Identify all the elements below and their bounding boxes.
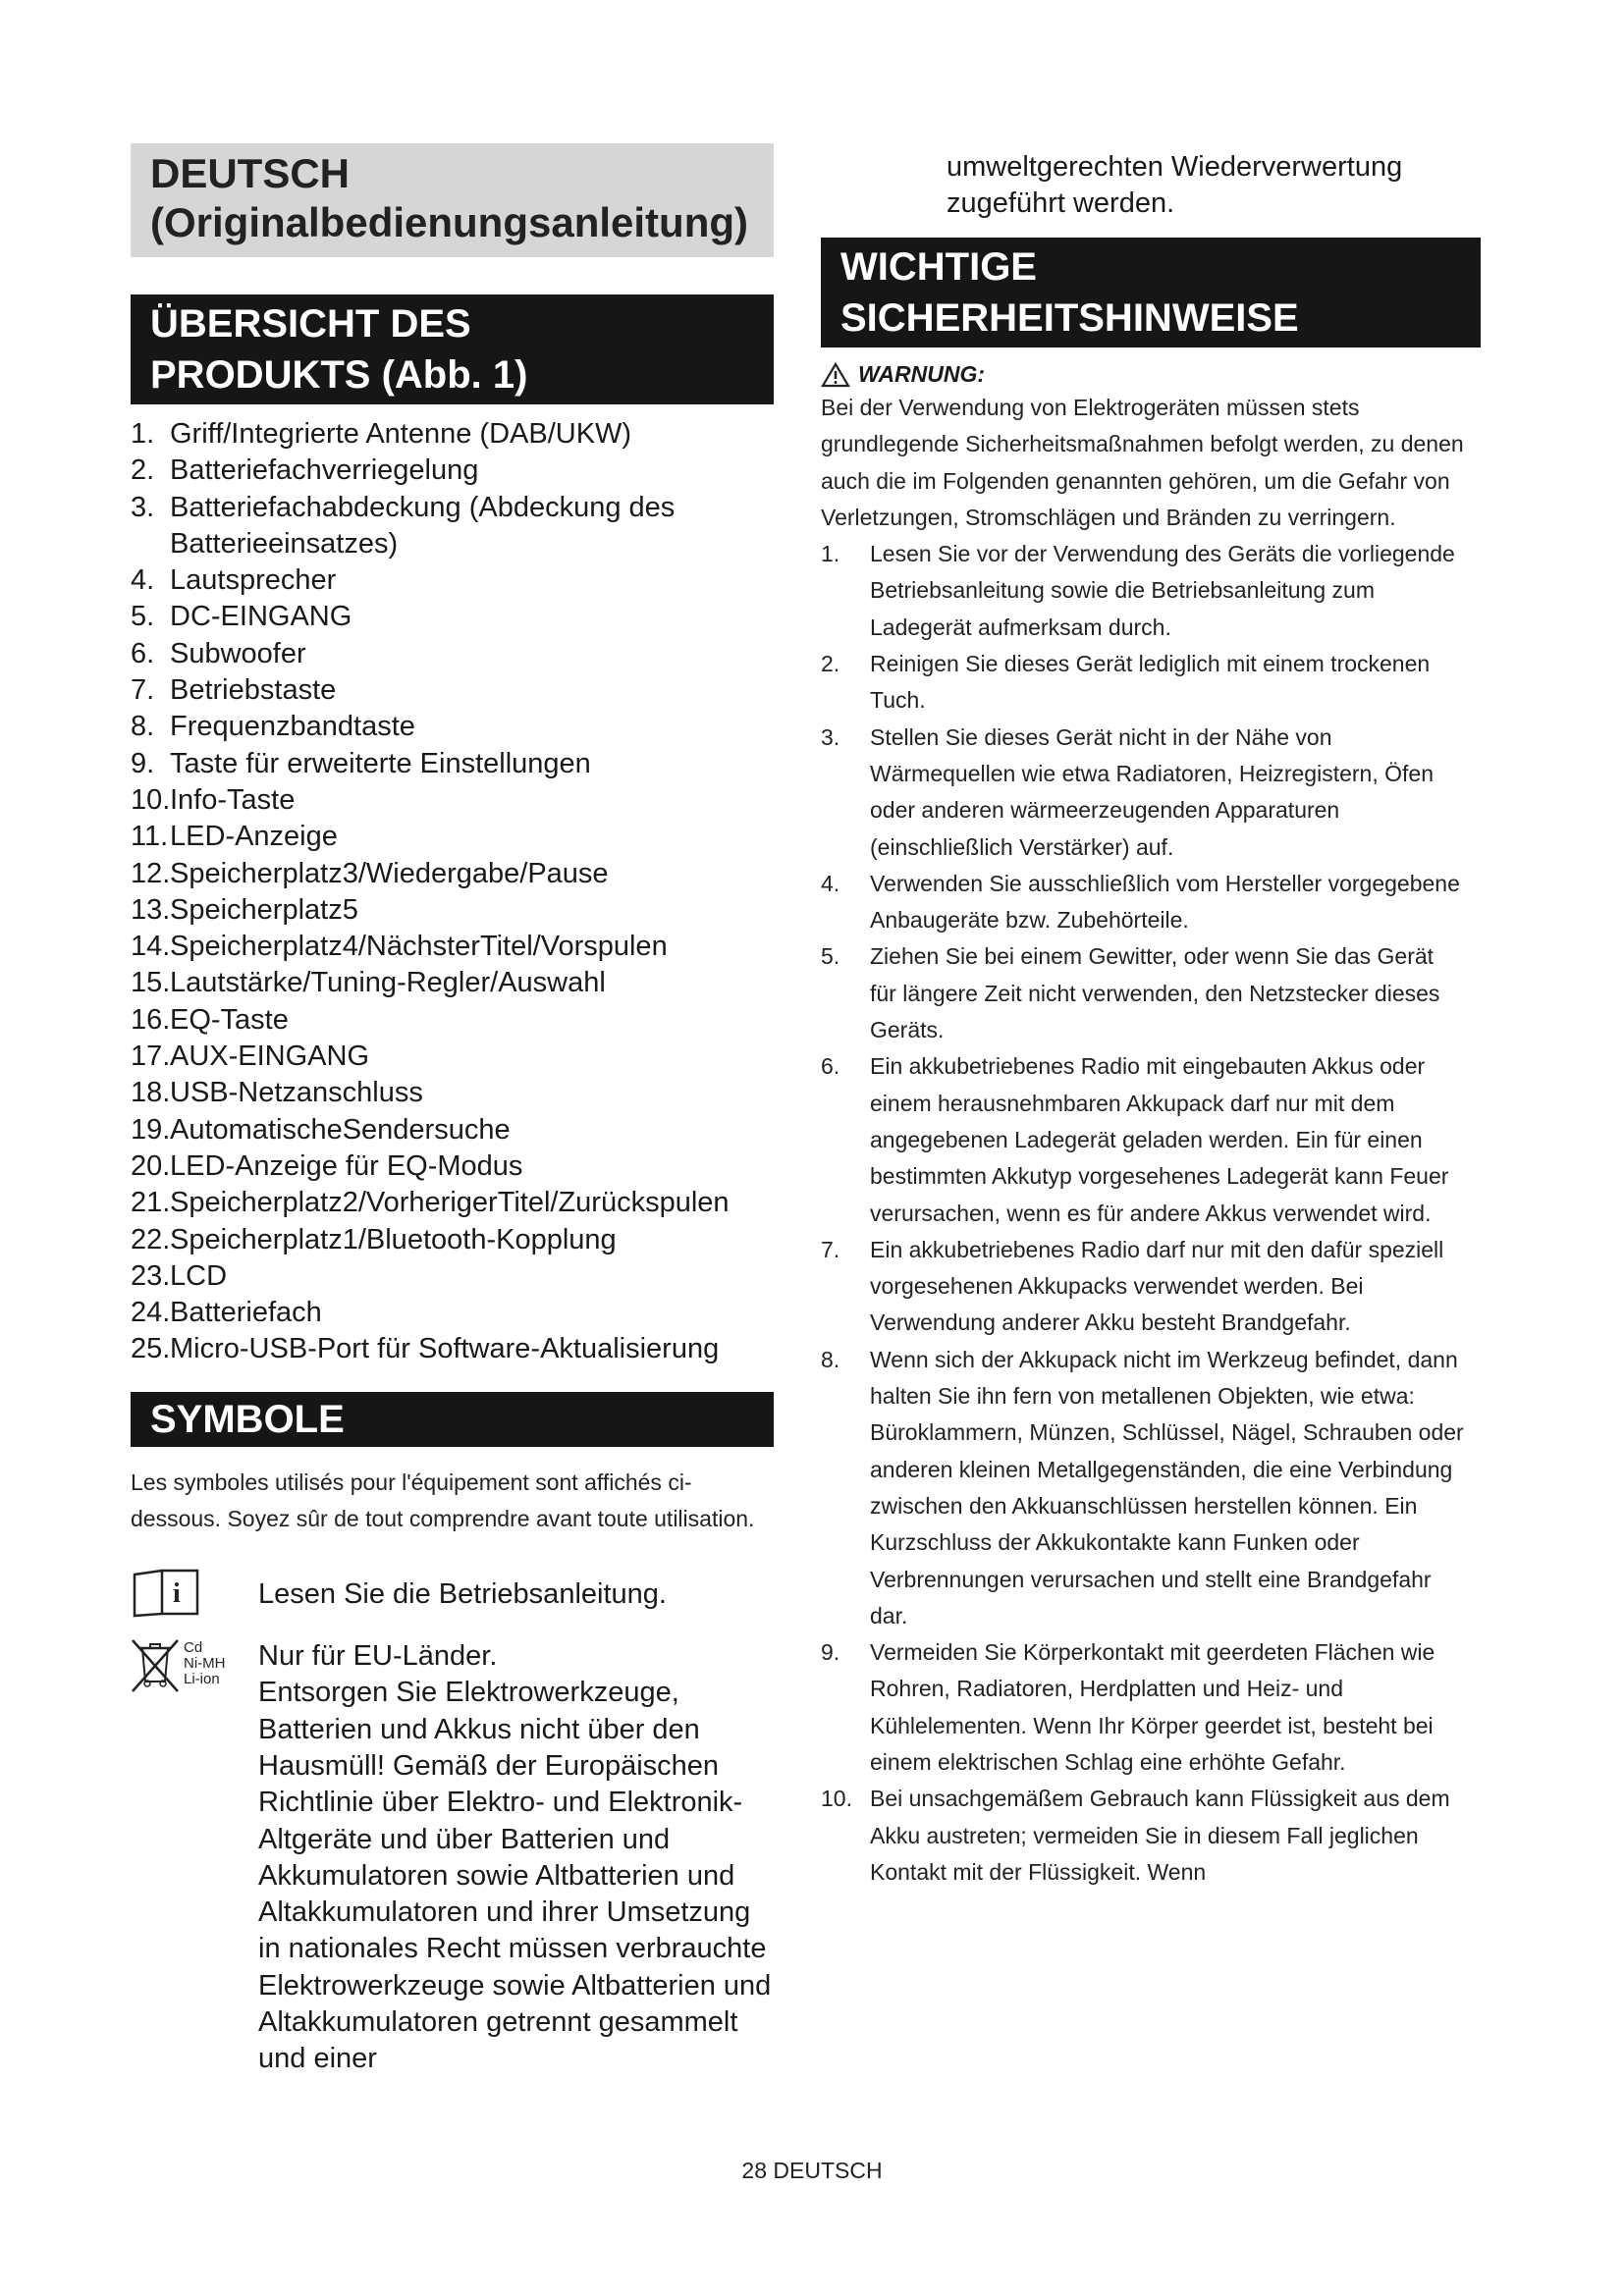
overview-heading-line1: ÜBERSICHT DES (150, 302, 471, 346)
item-number: 5. (821, 943, 840, 970)
item-number: 1. (131, 418, 155, 450)
item-number: 6. (821, 1053, 840, 1080)
list-item (131, 416, 774, 453)
item-text: Griff/Integrierte Antenne (DAB/UKW) (170, 418, 632, 450)
list-item (821, 1232, 1464, 1342)
item-text: Speicherplatz5 (170, 893, 358, 926)
list-item (821, 646, 1464, 720)
list-item (131, 453, 774, 489)
item-number: 9. (821, 1639, 840, 1666)
item-text: Reinigen Sie dieses Gerät lediglich mit einem trockenen Tuch. (870, 651, 1431, 714)
item-text: Bei unsachgemäßem Gebrauch kann Flüssigkeit aus dem Akku austreten; vermeiden Sie in diesem Fall jeglichen Kontakt mit der Flüssigkeit. Wenn (870, 1786, 1450, 1885)
list-item (131, 1148, 774, 1185)
item-text: Betriebstaste (170, 674, 337, 707)
item-text: LED-Anzeige (170, 821, 338, 853)
list-item (821, 1634, 1464, 1781)
continuation-paragraph: umweltgerechten Wiederverwertung zugeführt werden. (947, 151, 1403, 219)
list-item (131, 672, 774, 709)
read-manual-icon-label: i (173, 1577, 181, 1609)
item-number: 2. (131, 454, 155, 487)
item-number: 22. (131, 1223, 171, 1255)
item-number: 3. (821, 723, 840, 750)
safety-intro: Bei der Verwendung von Elektrogeräten müssen stets grundlegende Sicherheitsmaßnahmen befolgt werden, zu denen auch die im Folgenden genannten gehören, um die Gefahr von Verletzungen, Stromschlägen und Bränden zu verringern. (821, 395, 1464, 530)
list-item (821, 1781, 1464, 1891)
list-item (131, 1222, 774, 1258)
item-text: Verwenden Sie ausschließlich vom Hersteller vorgegebene Anbaugeräte bzw. Zubehörteile. (870, 870, 1460, 934)
read-manual-text: Lesen Sie die Betriebsanleitung. (258, 1577, 667, 1610)
list-item (821, 1048, 1464, 1231)
item-number: 4. (821, 870, 840, 896)
parts-list (131, 416, 774, 1368)
weee-text-block (258, 1638, 774, 2078)
list-item (821, 866, 1464, 939)
item-number: 7. (821, 1236, 840, 1262)
list-item (131, 599, 774, 635)
list-item (131, 1295, 774, 1331)
safety-heading-line1: WICHTIGE (840, 245, 1037, 289)
list-item (131, 709, 774, 745)
item-number: 25. (131, 1333, 171, 1365)
item-text: Taste für erweiterte Einstellungen (170, 747, 591, 779)
safety-list (821, 536, 1464, 1891)
overview-heading-line2: PRODUKTS (Abb. 1) (150, 353, 528, 397)
weee-eu-only: Nur für EU-Länder. (258, 1640, 498, 1673)
list-item (131, 1331, 774, 1367)
item-number: 11. (131, 821, 169, 853)
weee-disposal-text: Entsorgen Sie Elektrowerkzeuge, Batterien und Akkus nicht über den Hausmüll! Gemäß der Europäischen Richtlinie über Elektro- und Elektronik-Altgeräte und über Batterien und Akkumulatoren sowie Altbatterien und Altakkumulatoren und ihrer Umsetzung in nationales Recht müssen verbrauchte Elektrowerkzeuge sowie Altbatterien und Altakkumulatoren getrennt gesammelt und einer (258, 1677, 772, 2075)
list-item (821, 720, 1464, 866)
item-text: Vermeiden Sie Körperkontakt mit geerdeten Flächen wie Rohren, Radiatoren, Herdplatten und Heiz- und Kühlelementen. Wenn Ihr Körper geerdet ist, besteht bei einem elektrischen Schlag eine erhöhte Gefahr. (870, 1639, 1435, 1775)
item-number: 6. (131, 637, 155, 669)
item-text: Batteriefachabdeckung (Abdeckung des Batterieeinsatzes) (170, 491, 676, 560)
list-item (131, 1112, 774, 1148)
item-text: Ein akkubetriebenes Radio darf nur mit den dafür speziell vorgesehenen Akkupacks verwendet werden. Bei Verwendung anderer Akku besteht Brandgefahr. (870, 1236, 1444, 1336)
list-item (131, 856, 774, 892)
item-number: 10. (131, 783, 171, 816)
item-text: Speicherplatz2/VorherigerTitel/Zurückspulen (170, 1187, 730, 1219)
item-text: Frequenzbandtaste (170, 711, 415, 743)
item-number: 18. (131, 1077, 171, 1109)
item-text: Lautstärke/Tuning-Regler/Auswahl (170, 967, 606, 999)
item-text: LCD (170, 1259, 228, 1292)
item-text: Speicherplatz1/Bluetooth-Kopplung (170, 1223, 617, 1255)
list-item (131, 782, 774, 819)
weee-label-cd: Cd (184, 1639, 203, 1657)
overview-heading (131, 294, 774, 404)
item-text: Stellen Sie dieses Gerät nicht in der Nähe von Wärmequellen wie etwa Radiatoren, Heizregistern, Öfen oder anderen wärmeerzeugenden Apparaturen (einschließlich Verstärker) auf. (870, 723, 1434, 860)
list-item (131, 1258, 774, 1295)
item-text: Lautsprecher (170, 564, 337, 597)
language-title: DEUTSCH (150, 150, 351, 196)
weee-label-nimh: Ni-MH (184, 1655, 226, 1673)
item-number: 14. (131, 931, 171, 963)
read-manual-icon (131, 1569, 201, 1618)
item-number: 8. (131, 711, 155, 743)
crossed-bin-icon (131, 1638, 239, 1707)
right-column (821, 143, 1464, 1891)
list-item (821, 938, 1464, 1048)
item-text: AUX-EINGANG (170, 1041, 370, 1073)
list-item (821, 1342, 1464, 1634)
item-number: 2. (821, 651, 840, 677)
item-number: 13. (131, 893, 171, 926)
item-text: Subwoofer (170, 637, 306, 669)
item-text: Ein akkubetriebenes Radio mit eingebauten Akkus oder einem herausnehmbaren Akkupack darf nur mit dem angegebenen Ladegerät geladen werden. Ein für einen bestimmten Akkutyp vorgesehenes Ladegerät kann Feuer verursachen, wenn es für andere Akkus verwendet wird. (870, 1053, 1449, 1226)
warning-triangle-icon (821, 362, 850, 388)
item-number: 8. (821, 1346, 840, 1372)
item-number: 15. (131, 967, 171, 999)
list-item (131, 819, 774, 855)
symbol-weee (131, 1638, 774, 2078)
item-number: 23. (131, 1259, 171, 1292)
item-number: 3. (131, 491, 155, 523)
list-item (821, 536, 1464, 646)
list-item (131, 929, 774, 965)
item-text: Batteriefachverriegelung (170, 454, 479, 487)
item-number: 16. (131, 1003, 171, 1036)
item-text: USB-Netzanschluss (170, 1077, 423, 1109)
item-text: AutomatischeSendersuche (170, 1113, 511, 1146)
item-number: 1. (821, 541, 840, 567)
item-number: 7. (131, 674, 155, 707)
item-text: Lesen Sie vor der Verwendung des Geräts die vorliegende Betriebsanleitung sowie die Betriebsanleitung zum Ladegerät aufmerksam durch. (870, 541, 1455, 640)
list-item (131, 636, 774, 672)
item-text: DC-EINGANG (170, 601, 352, 633)
language-subtitle: (Originalbedienungsanleitung) (150, 199, 748, 245)
item-text: Ziehen Sie bei einem Gewitter, oder wenn Sie das Gerät für längere Zeit nicht verwenden, den Netzstecker dieses Geräts. (870, 943, 1440, 1043)
weee-label-liion: Li-ion (184, 1671, 220, 1688)
item-text: EQ-Taste (170, 1003, 289, 1036)
list-item (131, 490, 774, 563)
list-item (131, 1002, 774, 1039)
item-number: 17. (131, 1041, 171, 1073)
item-number: 24. (131, 1297, 171, 1329)
item-text: Info-Taste (170, 783, 296, 816)
symbols-intro: Les symboles utilisés pour l'équipement sont affichés ci-dessous. Soyez sûr de tout comprendre avant toute utilisation. (131, 1468, 755, 1531)
symbol-read-manual (131, 1569, 774, 1613)
item-number: 19. (131, 1113, 171, 1146)
item-number: 9. (131, 747, 155, 779)
list-item (131, 1039, 774, 1075)
list-item (131, 965, 774, 1001)
item-text: Wenn sich der Akkupack nicht im Werkzeug befindet, dann halten Sie ihn fern von metallenen Objekten, wie etwa: Büroklammern, Münzen, Schlüssel, Nägel, Schrauben oder anderen kleinen Metallgegenständen, die eine Verbindung zwischen den Akkuanschlüssen herstellen können. Ein Kurzschluss der Akkukontakte kann Funken oder Verbrennungen verursachen und stellt eine Brandgefahr dar. (870, 1346, 1464, 1629)
safety-heading (821, 238, 1481, 347)
list-item (131, 1185, 774, 1221)
item-number: 21. (131, 1187, 171, 1219)
item-text: LED-Anzeige für EQ-Modus (170, 1149, 523, 1182)
language-title-box (131, 143, 774, 257)
list-item (131, 1075, 774, 1111)
continuation-text (947, 149, 1464, 222)
warning-line (821, 361, 1464, 388)
left-column (131, 143, 774, 2078)
symbols-heading: SYMBOLE (131, 1392, 774, 1447)
item-text: Batteriefach (170, 1297, 322, 1329)
page-footer: 28 DEUTSCH (741, 2158, 883, 2183)
item-number: 4. (131, 564, 155, 597)
item-number: 12. (131, 857, 171, 889)
item-text: Micro-USB-Port für Software-Aktualisierung (170, 1333, 720, 1365)
item-text: Speicherplatz3/Wiedergabe/Pause (170, 857, 609, 889)
item-number: 10. (821, 1786, 852, 1812)
item-number: 20. (131, 1149, 171, 1182)
list-item (131, 892, 774, 929)
safety-heading-line2: SICHERHEITSHINWEISE (840, 296, 1299, 340)
warning-label: WARNUNG: (858, 361, 986, 387)
list-item (131, 746, 774, 782)
item-text: Speicherplatz4/NächsterTitel/Vorspulen (170, 931, 668, 963)
list-item (131, 562, 774, 599)
item-number: 5. (131, 601, 155, 633)
